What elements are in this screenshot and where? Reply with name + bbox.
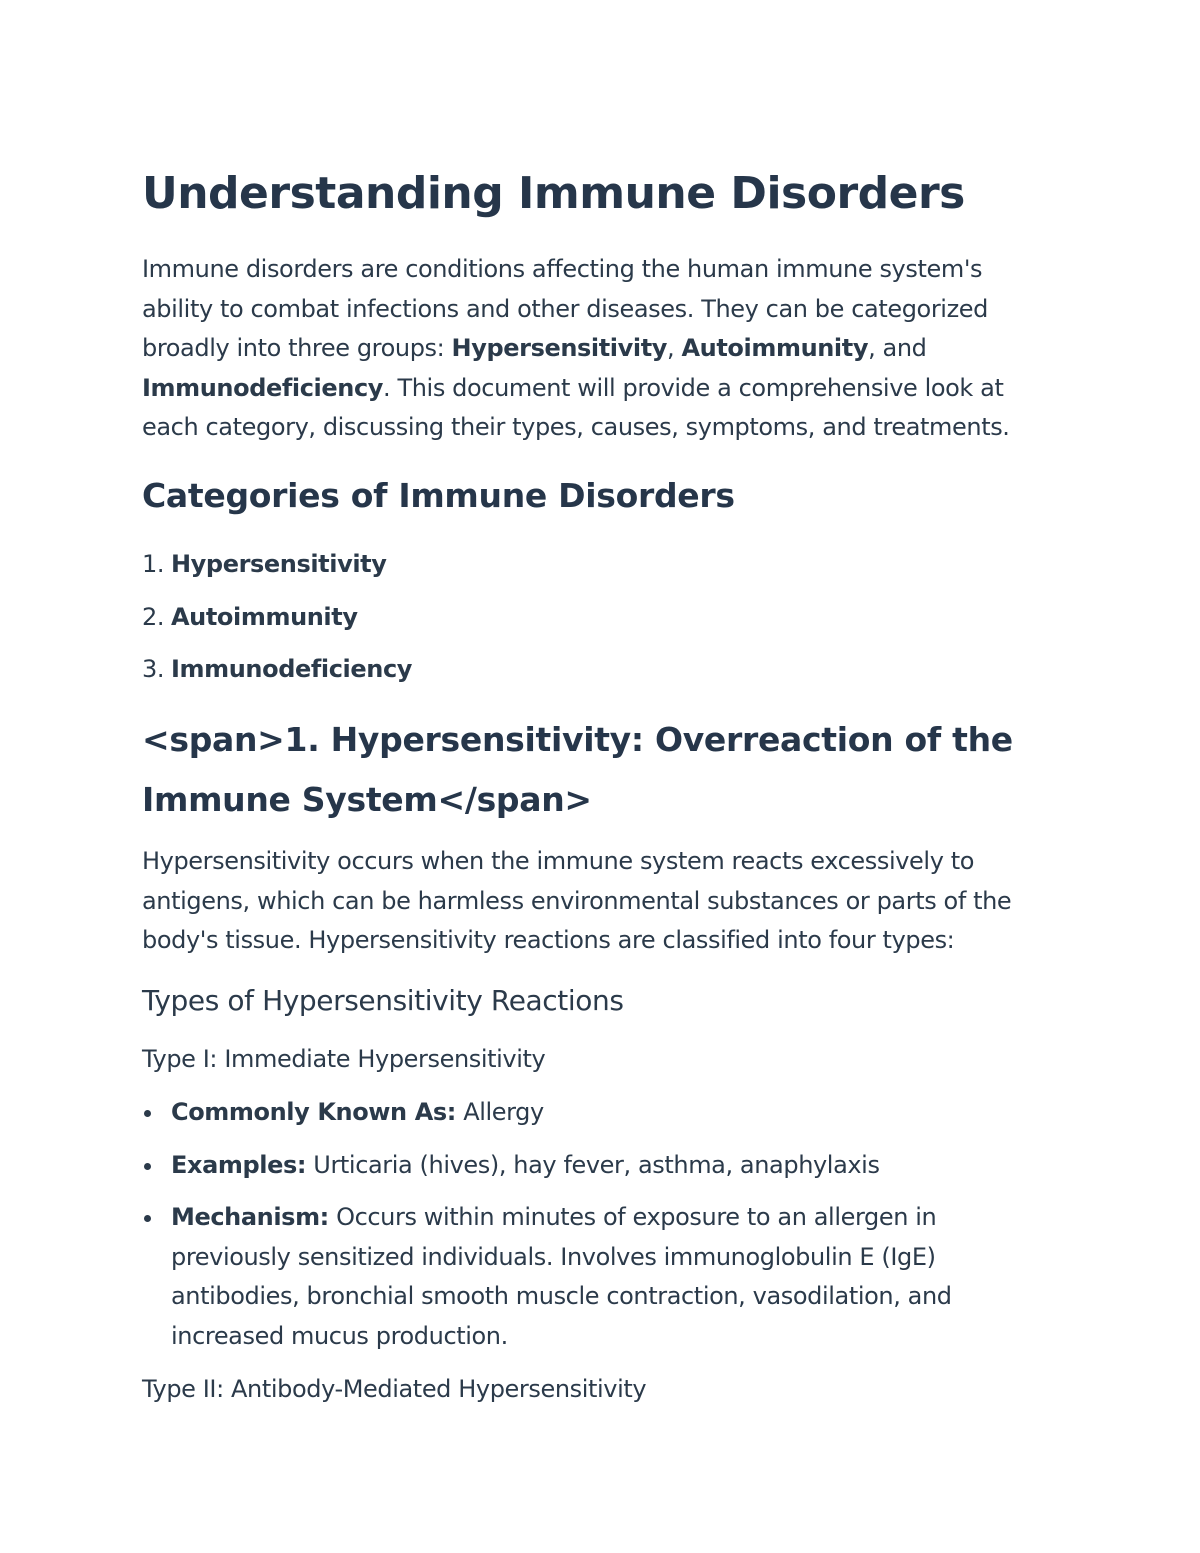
type-two-heading: Type II: Antibody-Mediated Hypersensitivity xyxy=(142,1375,647,1403)
item-text: Allergy xyxy=(455,1098,544,1126)
list-number: 1. xyxy=(142,550,165,578)
categories-list xyxy=(142,544,412,702)
list-item xyxy=(142,1146,1057,1186)
intro-term-hypersensitivity: Hypersensitivity xyxy=(451,334,668,363)
page-title: Understanding Immune Disorders xyxy=(142,168,965,219)
item-label: Mechanism: xyxy=(171,1203,329,1232)
item-label: Examples: xyxy=(171,1150,307,1179)
item-text: Occurs within minutes of exposure to an allergen in previously sensitized individuals. Involves immunoglobulin E (IgE) antibodies, bronchial smooth muscle contraction, vasodilation, and increased mucus production. xyxy=(171,1203,952,1350)
bullet-icon xyxy=(144,1163,151,1170)
intro-paragraph xyxy=(142,250,1057,448)
category-label: Autoimmunity xyxy=(171,602,358,631)
intro-text: Immune disorders are conditions affecting the human immune system's ability to combat infections and other diseases. They can be categorized broadly into three groups: xyxy=(142,255,988,363)
category-label: Immunodeficiency xyxy=(171,655,413,684)
item-label: Commonly Known As: xyxy=(171,1098,456,1126)
intro-text: . This document will provide a comprehensive look at each category, discussing their types, causes, symptoms, and treatments. xyxy=(142,373,1010,442)
list-number: 3. xyxy=(142,655,165,684)
item-text: Urticaria (hives), hay fever, asthma, anaphylaxis xyxy=(306,1150,880,1179)
category-item-immunodeficiency xyxy=(142,649,412,702)
category-item-autoimmunity xyxy=(142,597,412,650)
types-heading: Types of Hypersensitivity Reactions xyxy=(142,984,624,1017)
hypersensitivity-description: Hypersensitivity occurs when the immune system reacts excessively to antigens, which can be harmless environmental substances or parts of the body's tissue. Hypersensitivity reactions are classified into four types: xyxy=(142,847,1012,955)
bullet-icon xyxy=(144,1110,151,1117)
hypersensitivity-heading: <span>1. Hypersensitivity: Overreaction of the Immune System</span> xyxy=(142,720,1013,819)
category-label: Hypersensitivity xyxy=(171,550,387,578)
bullet-icon xyxy=(144,1215,151,1222)
list-item xyxy=(142,1093,1057,1133)
intro-term-autoimmunity: Autoimmunity xyxy=(681,334,869,363)
categories-heading: Categories of Immune Disorders xyxy=(142,476,735,515)
intro-separator: , and xyxy=(868,334,927,363)
list-item xyxy=(142,1198,1057,1356)
list-number: 2. xyxy=(142,602,165,631)
type-one-heading: Type I: Immediate Hypersensitivity xyxy=(142,1045,546,1073)
type-one-list xyxy=(142,1093,1057,1370)
intro-term-immunodeficiency: Immunodeficiency xyxy=(142,373,384,402)
category-item-hypersensitivity xyxy=(142,544,412,597)
intro-separator: , xyxy=(667,334,682,363)
